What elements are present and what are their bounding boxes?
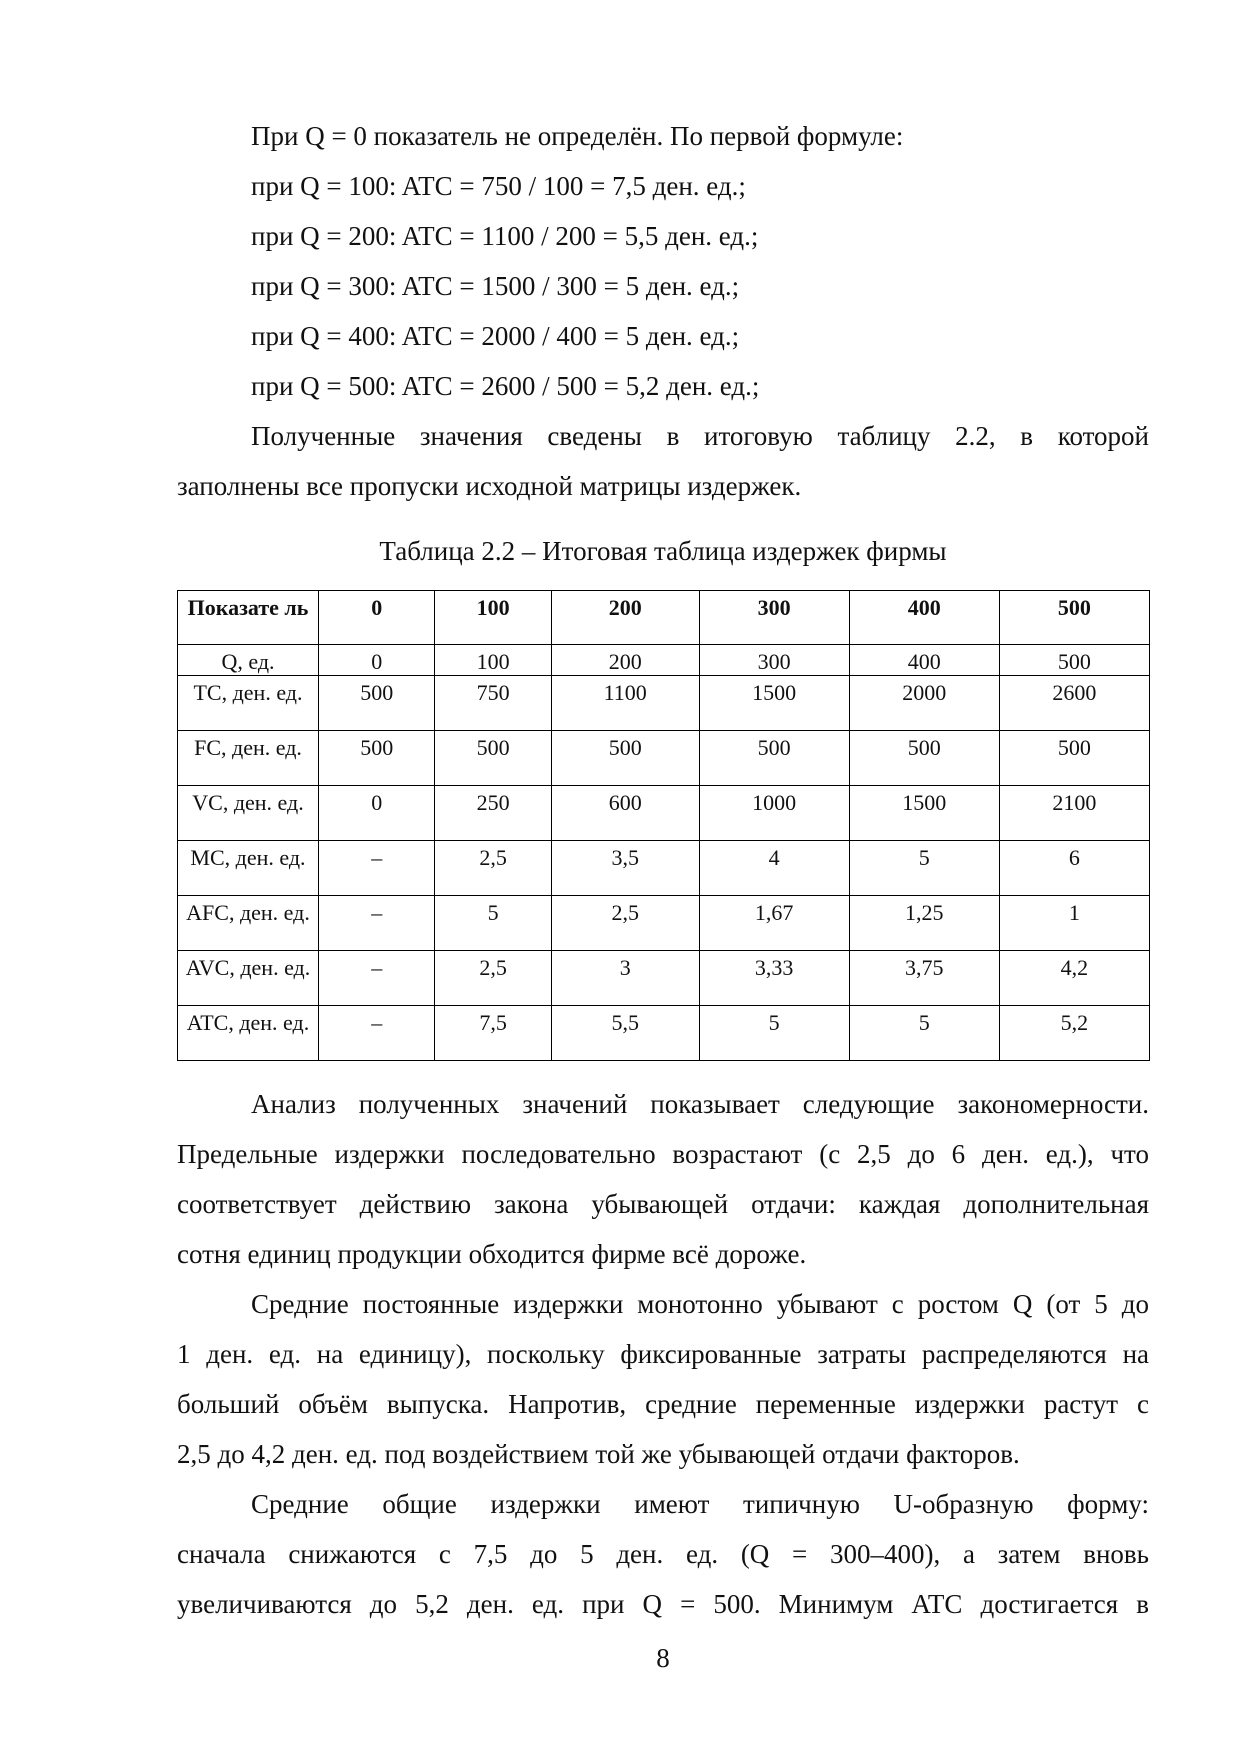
- table-cell: 3,75: [849, 951, 999, 1006]
- table-cell: 500: [551, 731, 699, 786]
- header-cell: 300: [699, 591, 849, 645]
- table-cell: 2100: [999, 786, 1149, 841]
- table-cell: 600: [551, 786, 699, 841]
- table-cell: 2,5: [435, 841, 551, 896]
- row-label-cell: Q, ед.: [178, 645, 319, 676]
- header-cell: 500: [999, 591, 1149, 645]
- paragraph-line: больший объём выпуска. Напротив, средние переменные издержки растут с: [177, 1389, 1149, 1419]
- table-cell: –: [319, 951, 435, 1006]
- table-cell: 500: [999, 731, 1149, 786]
- table-cell: 400: [849, 645, 999, 676]
- header-cell: 200: [551, 591, 699, 645]
- table-cell: 500: [699, 731, 849, 786]
- paragraph-line: увеличиваются до 5,2 ден. ед. при Q = 500. Минимум ATC достигается в: [177, 1589, 1149, 1619]
- table-cell: 7,5: [435, 1006, 551, 1061]
- table-cell: 5,2: [999, 1006, 1149, 1061]
- table-cell: 0: [319, 645, 435, 676]
- table-cell: 250: [435, 786, 551, 841]
- table-cell: 1500: [699, 676, 849, 731]
- table-cell: 100: [435, 645, 551, 676]
- table-row: [178, 1006, 1150, 1061]
- header-cell: 100: [435, 591, 551, 645]
- row-label-cell: VC, ден. ед.: [178, 786, 319, 841]
- table-cell: 4,2: [999, 951, 1149, 1006]
- table-cell: 5: [699, 1006, 849, 1061]
- paragraph-line: 2,5 до 4,2 ден. ед. под воздействием той же убывающей отдачи факторов.: [177, 1439, 1020, 1469]
- header-cell: 0: [319, 591, 435, 645]
- row-label-cell: ATC, ден. ед.: [178, 1006, 319, 1061]
- paragraph-line: соответствует действию закона убывающей отдачи: каждая дополнительная: [177, 1189, 1149, 1219]
- table-caption: Таблица 2.2 – Итоговая таблица издержек фирмы: [379, 536, 947, 566]
- table-cell: 500: [319, 676, 435, 731]
- table-cell: 3,33: [699, 951, 849, 1006]
- table-cell: 4: [699, 841, 849, 896]
- paragraph-line: при Q = 400: ATC = 2000 / 400 = 5 ден. ед.;: [251, 321, 740, 351]
- table-cell: 5: [849, 841, 999, 896]
- table-cell: 750: [435, 676, 551, 731]
- paragraph-line: Средние общие издержки имеют типичную U-образную форму:: [251, 1489, 1149, 1519]
- table-cell: 2,5: [551, 896, 699, 951]
- table-cell: 3,5: [551, 841, 699, 896]
- table-cell: 2,5: [435, 951, 551, 1006]
- table-cell: 2000: [849, 676, 999, 731]
- table-row: [178, 896, 1150, 951]
- header-cell: 400: [849, 591, 999, 645]
- table-cell: 6: [999, 841, 1149, 896]
- paragraph-line: при Q = 500: ATC = 2600 / 500 = 5,2 ден. ед.;: [251, 371, 760, 401]
- table-cell: 200: [551, 645, 699, 676]
- table-row: [178, 645, 1150, 676]
- table-cell: 300: [699, 645, 849, 676]
- table-cell: –: [319, 1006, 435, 1061]
- table-cell: –: [319, 896, 435, 951]
- table-row: [178, 786, 1150, 841]
- table-cell: 0: [319, 786, 435, 841]
- table-cell: 500: [435, 731, 551, 786]
- table-cell: 1,25: [849, 896, 999, 951]
- table-cell: 5: [435, 896, 551, 951]
- paragraph-line: Анализ полученных значений показывает следующие закономерности.: [251, 1089, 1149, 1119]
- table-cell: 1500: [849, 786, 999, 841]
- page-number: 8: [656, 1643, 670, 1673]
- table-row: [178, 676, 1150, 731]
- table-cell: 2600: [999, 676, 1149, 731]
- row-label-cell: TC, ден. ед.: [178, 676, 319, 731]
- paragraph-line: сначала снижаются с 7,5 до 5 ден. ед. (Q = 300–400), а затем вновь: [177, 1539, 1149, 1569]
- table-row: [178, 841, 1150, 896]
- table-row: [178, 951, 1150, 1006]
- table-cell: 500: [999, 645, 1149, 676]
- table-cell: 1: [999, 896, 1149, 951]
- paragraph-line: при Q = 100: ATC = 750 / 100 = 7,5 ден. ед.;: [251, 171, 746, 201]
- table-cell: 500: [319, 731, 435, 786]
- table-row: [178, 731, 1150, 786]
- costs-table: [177, 590, 1150, 1061]
- table-cell: 5: [849, 1006, 999, 1061]
- table-cell: 1000: [699, 786, 849, 841]
- header-cell: Показате ль: [178, 591, 319, 645]
- paragraph-line: Предельные издержки последовательно возрастают (с 2,5 до 6 ден. ед.), что: [177, 1139, 1149, 1169]
- table-cell: 500: [849, 731, 999, 786]
- paragraph-line: 1 ден. ед. на единицу), поскольку фиксированные затраты распределяются на: [177, 1339, 1149, 1369]
- paragraph-line: При Q = 0 показатель не определён. По первой формуле:: [251, 121, 904, 151]
- row-label-cell: FC, ден. ед.: [178, 731, 319, 786]
- paragraph-line: сотня единиц продукции обходится фирме всё дороже.: [177, 1239, 807, 1269]
- table-cell: 1100: [551, 676, 699, 731]
- paragraph-line: Средние постоянные издержки монотонно убывают с ростом Q (от 5 до: [251, 1289, 1149, 1319]
- table-header-row: [178, 591, 1150, 645]
- table-cell: 1,67: [699, 896, 849, 951]
- paragraph-line: Полученные значения сведены в итоговую таблицу 2.2, в которой: [251, 421, 1149, 451]
- row-label-cell: MC, ден. ед.: [178, 841, 319, 896]
- row-label-cell: AFC, ден. ед.: [178, 896, 319, 951]
- paragraph-line: заполнены все пропуски исходной матрицы издержек.: [177, 471, 802, 501]
- table-cell: 5,5: [551, 1006, 699, 1061]
- table-cell: 3: [551, 951, 699, 1006]
- row-label-cell: AVC, ден. ед.: [178, 951, 319, 1006]
- paragraph-line: при Q = 200: ATC = 1100 / 200 = 5,5 ден. ед.;: [251, 221, 759, 251]
- paragraph-line: при Q = 300: ATC = 1500 / 300 = 5 ден. ед.;: [251, 271, 740, 301]
- table-cell: –: [319, 841, 435, 896]
